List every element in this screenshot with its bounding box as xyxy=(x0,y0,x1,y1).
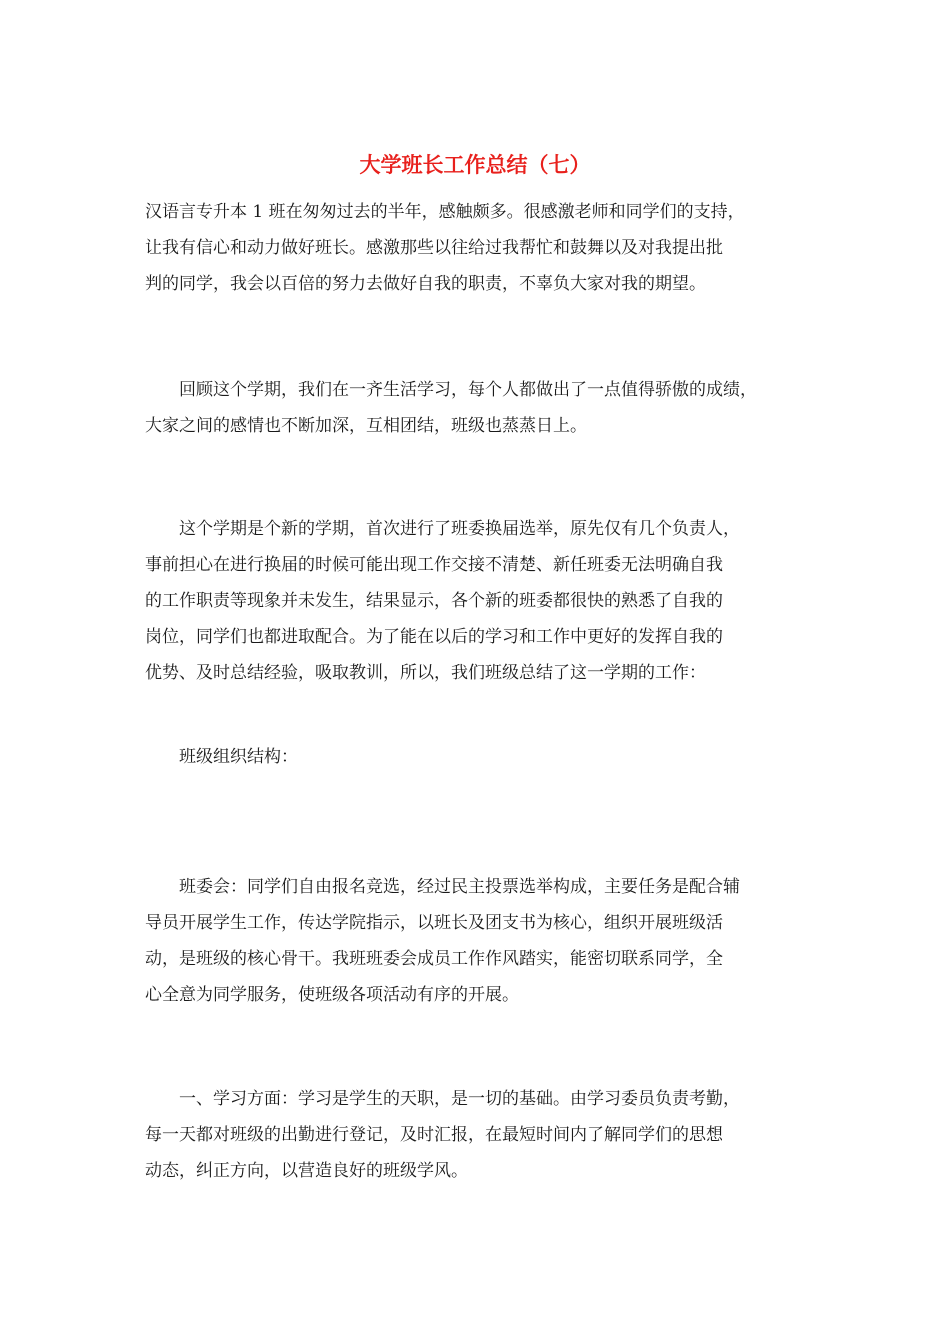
paragraph-election xyxy=(145,511,807,691)
paragraph-committee xyxy=(145,869,807,1013)
paragraph-line: 让我有信心和动力做好班长。感激那些以往给过我帮忙和鼓舞以及对我提出批 xyxy=(145,238,723,258)
paragraph-review xyxy=(145,372,807,444)
paragraph-line: 回顾这个学期，我们在一齐生活学习，每个人都做出了一点值得骄傲的成绩， xyxy=(145,380,757,400)
paragraph-line: 大家之间的感情也不断加深，互相团结，班级也蒸蒸日上。 xyxy=(145,416,587,436)
paragraph-line: 每一天都对班级的出勤进行登记，及时汇报，在最短时间内了解同学们的思想 xyxy=(145,1125,723,1145)
section-heading-structure xyxy=(145,739,807,775)
paragraph-line: 班委会：同学们自由报名竞选，经过民主投票选举构成，主要任务是配合辅 xyxy=(145,877,740,897)
document-title: 大学班长工作总结（七） xyxy=(359,152,591,177)
paragraph-line: 汉语言专升本 1 班在匆匆过去的半年，感触颇多。很感激老师和同学们的支持， xyxy=(145,202,745,222)
paragraph-line: 心全意为同学服务，使班级各项活动有序的开展。 xyxy=(145,985,519,1005)
paragraph-line: 岗位，同学们也都进取配合。为了能在以后的学习和工作中更好的发挥自我的 xyxy=(145,627,723,647)
paragraph-study xyxy=(145,1081,807,1189)
paragraph-line: 导员开展学生工作，传达学院指示，以班长及团支书为核心，组织开展班级活 xyxy=(145,913,723,933)
paragraph-line: 事前担心在进行换届的时候可能出现工作交接不清楚、新任班委无法明确自我 xyxy=(145,555,723,575)
paragraph-intro xyxy=(145,194,807,302)
paragraph-line: 班级组织结构： xyxy=(145,747,298,767)
paragraph-line: 的工作职责等现象并未发生，结果显示，各个新的班委都很快的熟悉了自我的 xyxy=(145,591,723,611)
paragraph-line: 动，是班级的核心骨干。我班班委会成员工作作风踏实，能密切联系同学，全 xyxy=(145,949,723,969)
paragraph-line: 判的同学，我会以百倍的努力去做好自我的职责，不辜负大家对我的期望。 xyxy=(145,274,706,294)
paragraph-line: 优势、及时总结经验，吸取教训，所以，我们班级总结了这一学期的工作： xyxy=(145,663,706,683)
paragraph-line: 一、学习方面：学习是学生的天职，是一切的基础。由学习委员负责考勤， xyxy=(145,1089,740,1109)
paragraph-line: 这个学期是个新的学期，首次进行了班委换届选举，原先仅有几个负责人， xyxy=(145,519,740,539)
paragraph-line: 动态，纠正方向，以营造良好的班级学风。 xyxy=(145,1161,468,1181)
